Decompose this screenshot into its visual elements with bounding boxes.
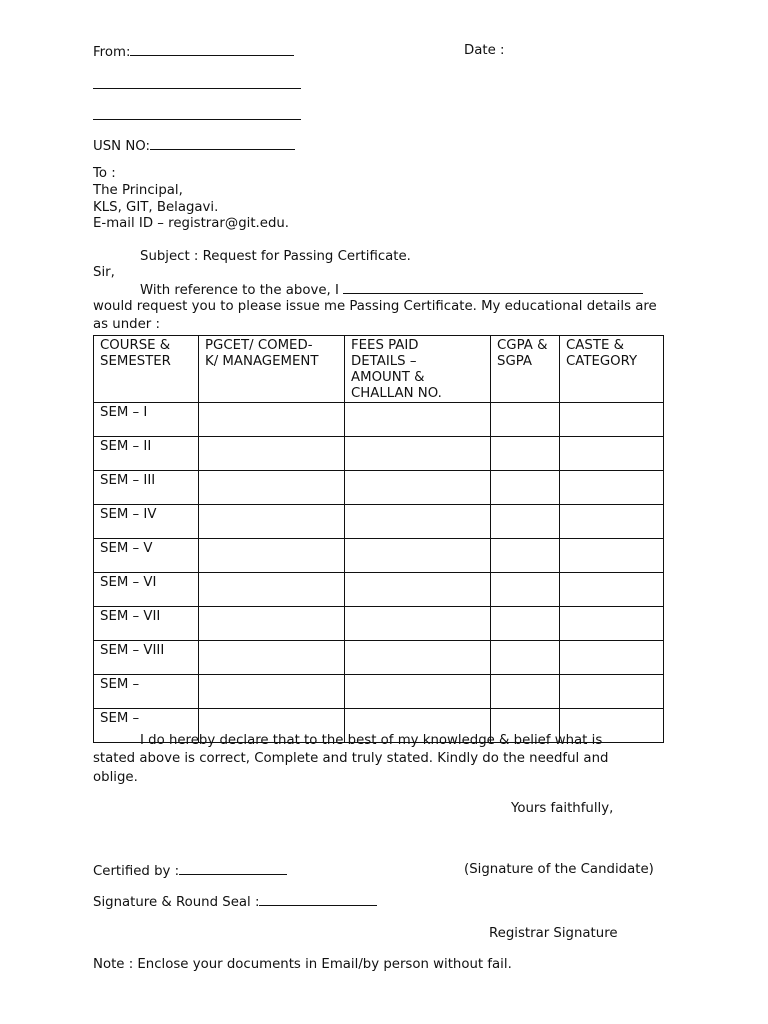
header-pgcet-comedk: PGCET/ COMED- K/ MANAGEMENT: [199, 336, 345, 403]
blank-cell: [560, 607, 664, 641]
body-line-2: would request you to please issue me Passing Certificate. My educational details are: [93, 299, 657, 314]
blank-cell: [345, 675, 491, 709]
blank-cell: [560, 403, 664, 437]
blank-cell: [491, 641, 560, 675]
semester-cell: SEM – VIII: [94, 641, 199, 675]
blank-cell: [491, 539, 560, 573]
subject: Subject : Request for Passing Certificate.: [140, 249, 411, 264]
declaration-line-2: stated above is correct, Complete and truly stated. Kindly do the needful and: [93, 751, 609, 766]
table-row: [94, 505, 664, 539]
blank-cell: [560, 641, 664, 675]
usn-label: USN NO:: [93, 139, 151, 154]
declaration-line-1: I do hereby declare that to the best of my knowledge & belief what is: [140, 733, 603, 748]
blank-cell: [560, 505, 664, 539]
blank-cell: [560, 675, 664, 709]
semester-cell: SEM – VII: [94, 607, 199, 641]
seal-blank: [259, 893, 377, 906]
to-line-3: E-mail ID – registrar@git.edu.: [93, 216, 290, 231]
table-row: [94, 539, 664, 573]
blank-cell: [199, 675, 345, 709]
body-line-1: With reference to the above, I: [140, 281, 643, 299]
blank-cell: [199, 607, 345, 641]
address-line-2: [93, 107, 301, 125]
table-row: [94, 641, 664, 675]
blank-cell: [491, 573, 560, 607]
blank-cell: [491, 505, 560, 539]
to-label: To :: [93, 166, 116, 181]
blank-cell: [199, 437, 345, 471]
header-cgpa-sgpa: CGPA & SGPA: [491, 336, 560, 403]
from-field: [93, 43, 294, 61]
blank-cell: [345, 539, 491, 573]
blank-cell: [560, 539, 664, 573]
usn-field: [93, 137, 295, 155]
note: Note : Enclose your documents in Email/by person without fail.: [93, 957, 512, 972]
blank-cell: [199, 539, 345, 573]
blank-cell: [199, 471, 345, 505]
to-line-2: KLS, GIT, Belagavi.: [93, 200, 219, 215]
certified-label: Certified by :: [93, 864, 180, 879]
date-label: Date :: [464, 43, 505, 58]
table-row: [94, 573, 664, 607]
salutation: Sir,: [93, 265, 115, 280]
seal-field: [93, 893, 377, 911]
semester-cell: SEM – I: [94, 403, 199, 437]
to-line-1: The Principal,: [93, 183, 183, 198]
yours-faithfully: Yours faithfully,: [511, 801, 614, 816]
certified-by-field: [93, 862, 287, 880]
table-row: [94, 675, 664, 709]
semester-cell: SEM – II: [94, 437, 199, 471]
blank-cell: [345, 505, 491, 539]
name-blank: [343, 281, 643, 294]
seal-label: Signature & Round Seal :: [93, 895, 260, 910]
blank-cell: [345, 403, 491, 437]
blank-cell: [491, 607, 560, 641]
body-line-3: as under :: [93, 317, 160, 332]
blank-cell: [491, 675, 560, 709]
table-row: [94, 437, 664, 471]
from-label: From:: [93, 45, 131, 60]
semester-cell: SEM – VI: [94, 573, 199, 607]
blank-cell: [199, 403, 345, 437]
registrar-signature-label: Registrar Signature: [489, 926, 618, 941]
blank-cell: [345, 471, 491, 505]
table-row: [94, 607, 664, 641]
candidate-signature-label: (Signature of the Candidate): [464, 862, 654, 877]
from-blank: [130, 43, 294, 56]
blank-cell: [345, 437, 491, 471]
declaration-line-3: oblige.: [93, 770, 138, 785]
blank-cell: [345, 607, 491, 641]
table-row: [94, 403, 664, 437]
certified-blank: [179, 862, 287, 875]
usn-blank: [150, 137, 295, 150]
blank-cell: [491, 403, 560, 437]
blank-cell: [560, 471, 664, 505]
address-line-1: [93, 76, 301, 94]
blank-cell: [491, 437, 560, 471]
blank-cell: [560, 573, 664, 607]
blank-cell: [491, 471, 560, 505]
header-course-semester: COURSE & SEMESTER: [94, 336, 199, 403]
educational-details-table: [93, 335, 664, 743]
table-header-row: [94, 336, 664, 403]
blank-cell: [345, 573, 491, 607]
blank-cell: [199, 573, 345, 607]
blank-cell: [199, 641, 345, 675]
semester-cell: SEM – V: [94, 539, 199, 573]
semester-cell: SEM – IV: [94, 505, 199, 539]
header-caste-category: CASTE & CATEGORY: [560, 336, 664, 403]
blank-cell: [345, 641, 491, 675]
semester-cell: SEM –: [94, 709, 199, 743]
blank-cell: [560, 437, 664, 471]
blank-cell: [199, 505, 345, 539]
semester-cell: SEM –: [94, 675, 199, 709]
header-fees-paid: FEES PAID DETAILS – AMOUNT & CHALLAN NO.: [345, 336, 491, 403]
table-row: [94, 471, 664, 505]
semester-cell: SEM – III: [94, 471, 199, 505]
